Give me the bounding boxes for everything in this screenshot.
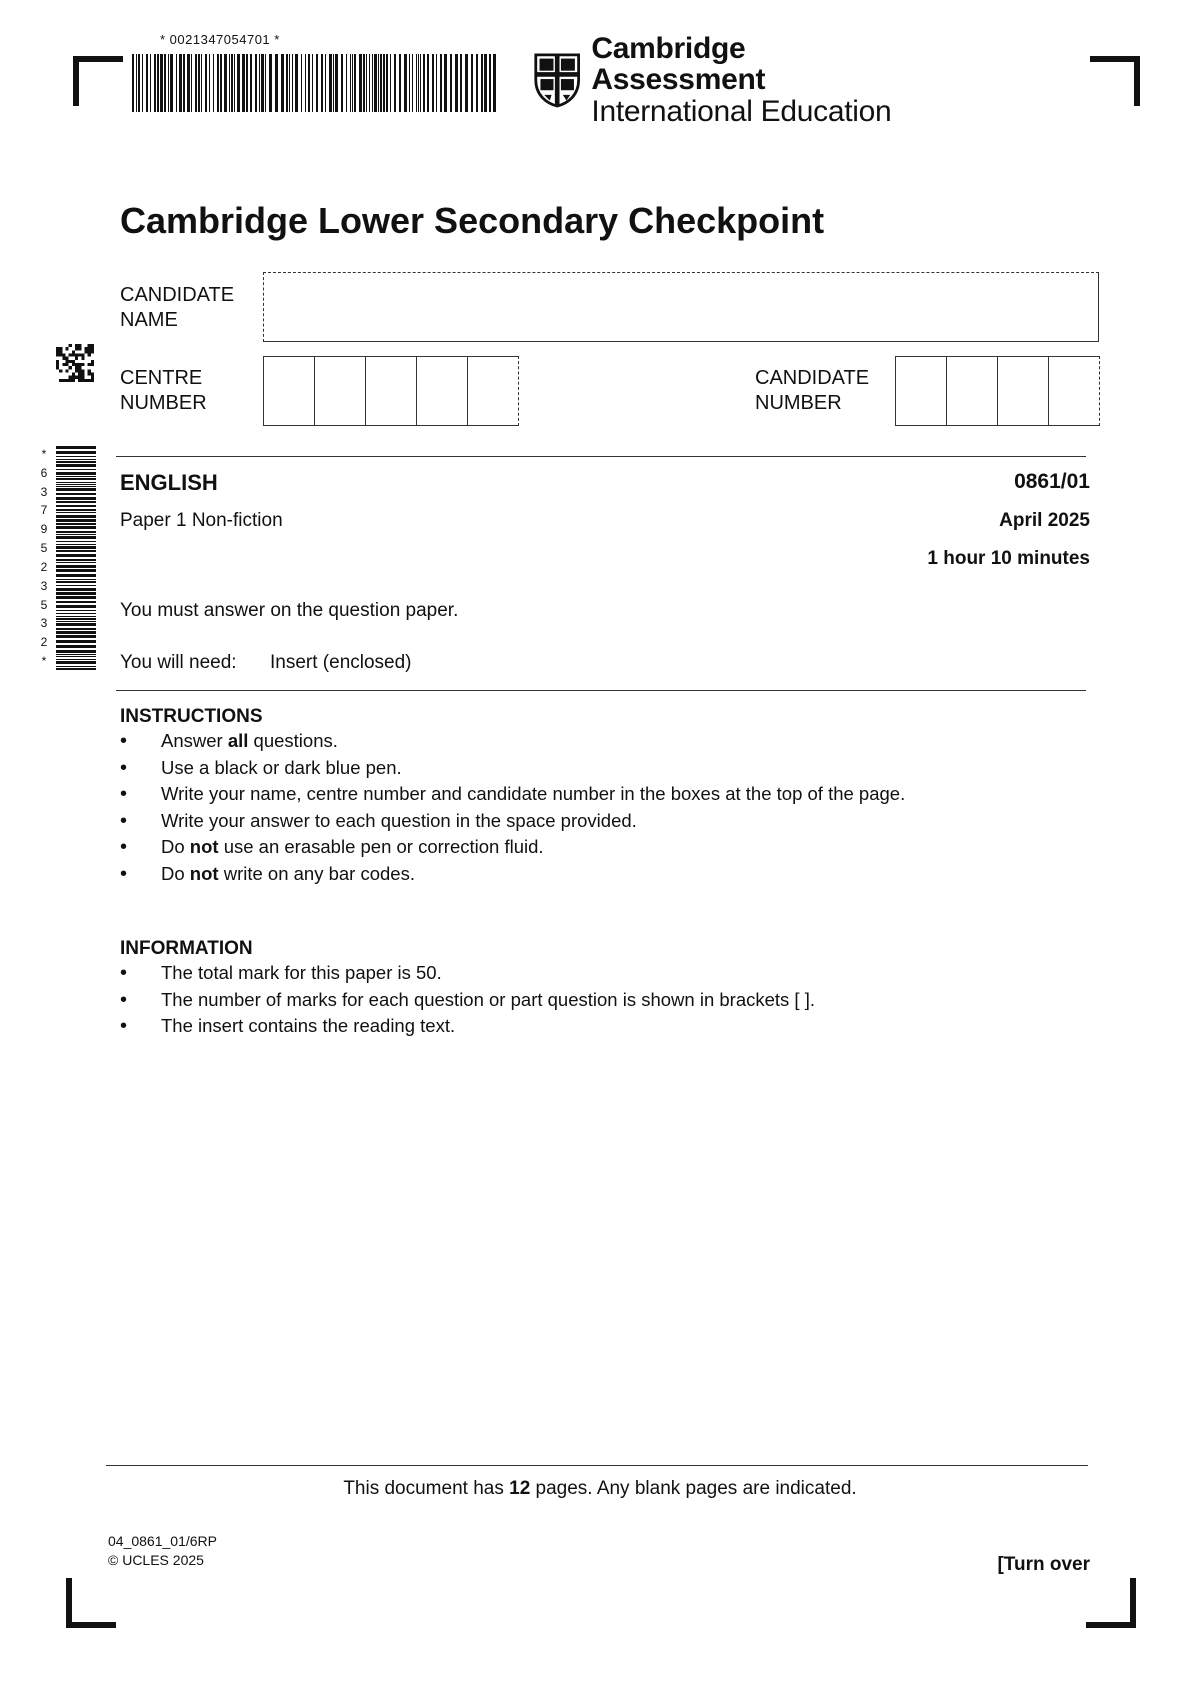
divider-bottom [106,1465,1088,1466]
information-item: • The number of marks for each question or part question is shown in brackets [ ]. [120,987,815,1014]
barcode-top [132,54,500,112]
side-barcode-digit: 2 [40,559,48,574]
side-barcode-digit: 5 [40,597,48,612]
information-item: • The insert contains the reading text. [120,1013,815,1040]
side-barcode-digit: * [41,447,47,461]
candidate-number-label-line-1: CANDIDATE [755,367,870,389]
duration: 1 hour 10 minutes [927,548,1090,569]
candidate-number-box[interactable] [946,356,997,426]
page-title: Cambridge Lower Secondary Checkpoint [120,200,825,241]
shield-icon [533,50,581,110]
candidate-number-box[interactable] [1048,356,1100,426]
instruction-item [120,781,905,808]
candidate-number-label [755,366,869,416]
side-barcode [56,446,96,672]
side-barcode-digit: 3 [40,578,48,593]
corner-mark-bottom-right [1086,1578,1136,1628]
page-count-note [0,1478,1200,1500]
session: April 2025 [999,510,1090,531]
side-barcode-digit: 7 [40,503,48,518]
instruction-text: Write your answer to each question in the space provided. [161,809,637,831]
instruction-item [120,755,905,782]
instruction-text: all [227,730,249,751]
side-barcode-digit: 6 [40,465,48,480]
side-barcode-digit: 2 [40,635,48,650]
candidate-name-label-line-2: NAME [120,309,178,331]
candidate-name-field[interactable] [263,272,1099,342]
paper-type: Paper 1 Non-fiction [120,510,283,531]
page-count-text-after: pages. Any blank pages are indicated. [530,1478,857,1499]
side-barcode-digit: 5 [40,541,48,556]
instruction-text: Use a black or dark blue pen. [161,756,402,778]
instruction-text: Answer [161,730,228,751]
corner-mark-top-right [1090,56,1140,106]
barcode-number: * 0021347054701 * [160,32,280,47]
side-barcode-digits [36,446,52,672]
centre-number-box[interactable] [467,356,519,426]
instructions-heading: INSTRUCTIONS [120,706,263,727]
side-barcode-digit: 3 [40,484,48,499]
instruction-text: not [189,862,219,884]
side-barcode-digit: 3 [40,616,48,631]
instruction-item [120,861,905,888]
candidate-name-label [120,283,234,333]
instruction-text: write on any bar codes. [218,862,415,884]
document-code: 04_0861_01/6RP [108,1533,217,1549]
corner-mark-top-left [73,56,123,106]
centre-number-box[interactable] [314,356,365,426]
instruction-item [120,728,905,755]
instruction-text: Do [161,836,190,858]
subject: ENGLISH [120,470,218,495]
instruction-text: not [189,836,219,858]
instruction-item [120,808,905,835]
information-section [120,938,815,1040]
divider-middle [116,690,1086,691]
centre-number-label-line-1: CENTRE [120,367,203,389]
logo-line-1: Cambridge Assessment [591,31,766,97]
document-reference [108,1532,217,1570]
instruction-text: questions. [248,730,338,751]
candidate-number-field[interactable] [895,356,1100,426]
instruction-text: Write your name, centre number and candidate number in the boxes at the top of the page. [161,783,906,805]
page-count-text-before: This document has [343,1478,510,1499]
candidate-number-label-line-2: NUMBER [755,392,842,414]
candidate-name-label-line-1: CANDIDATE [120,284,235,306]
centre-number-box[interactable] [263,356,314,426]
centre-number-box[interactable] [365,356,416,426]
information-heading: INFORMATION [120,938,253,959]
you-will-need-label: You will need: [120,652,237,673]
instruction-item [120,834,905,861]
corner-mark-bottom-left [66,1578,116,1628]
page-count: 12 [509,1478,531,1499]
turn-over-label: [Turn over [997,1554,1090,1575]
candidate-number-box[interactable] [997,356,1048,426]
cambridge-logo [533,31,903,128]
you-will-need-item: Insert (enclosed) [270,652,412,673]
logo-line-2: International Education [591,94,892,128]
instructions-list [120,728,905,888]
centre-number-label-line-2: NUMBER [120,392,207,414]
divider-top [116,456,1086,457]
instructions-section [120,706,905,888]
centre-number-field[interactable] [263,356,519,426]
instruction-text: use an erasable pen or correction fluid. [218,836,544,858]
centre-number-label [120,366,207,416]
side-barcode-digit: * [41,654,47,669]
information-item: • The total mark for this paper is 50. [120,960,815,987]
copyright: © UCLES 2025 [108,1552,204,1568]
centre-number-box[interactable] [416,356,467,426]
candidate-number-box[interactable] [895,356,946,426]
answer-note: You must answer on the question paper. [120,600,459,621]
side-barcode-digit: 9 [40,522,48,537]
paper-code: 0861/01 [1014,470,1090,493]
qr-code [56,344,94,382]
instruction-text: Do [161,862,190,884]
information-list [120,960,815,1040]
